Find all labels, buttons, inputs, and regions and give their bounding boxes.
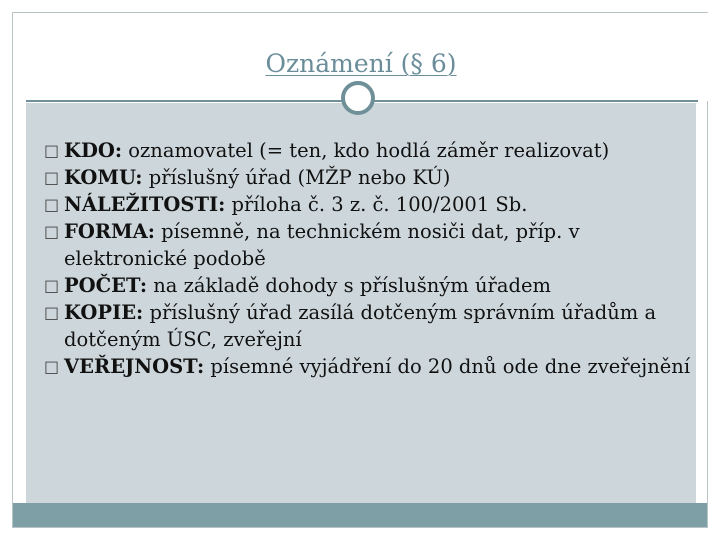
bullet-text [64, 218, 692, 272]
bullet-term: VEŘEJNOST: [64, 355, 205, 378]
bullet-text [64, 353, 692, 380]
bullet-text [64, 137, 692, 164]
bullet-box-icon: □ [44, 357, 60, 376]
list-item [44, 353, 692, 380]
bullet-text [64, 191, 692, 218]
bottom-bar [13, 503, 707, 527]
bullet-description: příslušný úřad zasílá dotčeným správním úřadům a dotčeným ÚSC, zveřejní [64, 301, 657, 351]
bullet-term: KOMU: [64, 166, 143, 189]
bullet-description: písemné vyjádření do 20 dnů ode dne zveřejnění [204, 355, 691, 378]
slide-frame [12, 12, 708, 528]
content-area [26, 103, 696, 503]
bullet-term: KOPIE: [64, 301, 144, 324]
list-item [44, 272, 692, 299]
bullet-description: na základě dohody s příslušným úřadem [147, 274, 551, 297]
bullet-text [64, 164, 692, 191]
bullet-term: NÁLEŽITOSTI: [64, 193, 226, 216]
list-item [44, 299, 692, 353]
bullet-text [64, 272, 692, 299]
bullet-description: příslušný úřad (MŽP nebo KÚ) [142, 166, 451, 189]
divider-circle-ornament [341, 81, 375, 115]
bullet-list [44, 137, 692, 380]
bullet-term: POČET: [64, 274, 148, 297]
list-item [44, 164, 692, 191]
bullet-term: KDO: [64, 139, 123, 162]
list-item [44, 191, 692, 218]
bullet-box-icon: □ [44, 276, 60, 295]
bullet-box-icon: □ [44, 222, 60, 241]
bullet-term: FORMA: [64, 220, 155, 243]
bullet-box-icon: □ [44, 141, 60, 160]
bullet-box-icon: □ [44, 195, 60, 214]
bullet-description: písemně, na technickém nosiči dat, příp. v elektronické podobě [64, 220, 580, 270]
slide-title: Oznámení (§ 6) [265, 49, 457, 78]
list-item [44, 137, 692, 164]
bullet-description: příloha č. 3 z. č. 100/2001 Sb. [225, 193, 528, 216]
bullet-text [64, 299, 692, 353]
bullet-description: oznamovatel (= ten, kdo hodlá záměr realizovat) [122, 139, 610, 162]
bullet-box-icon: □ [44, 168, 60, 187]
list-item [44, 218, 692, 272]
bullet-box-icon: □ [44, 303, 60, 322]
